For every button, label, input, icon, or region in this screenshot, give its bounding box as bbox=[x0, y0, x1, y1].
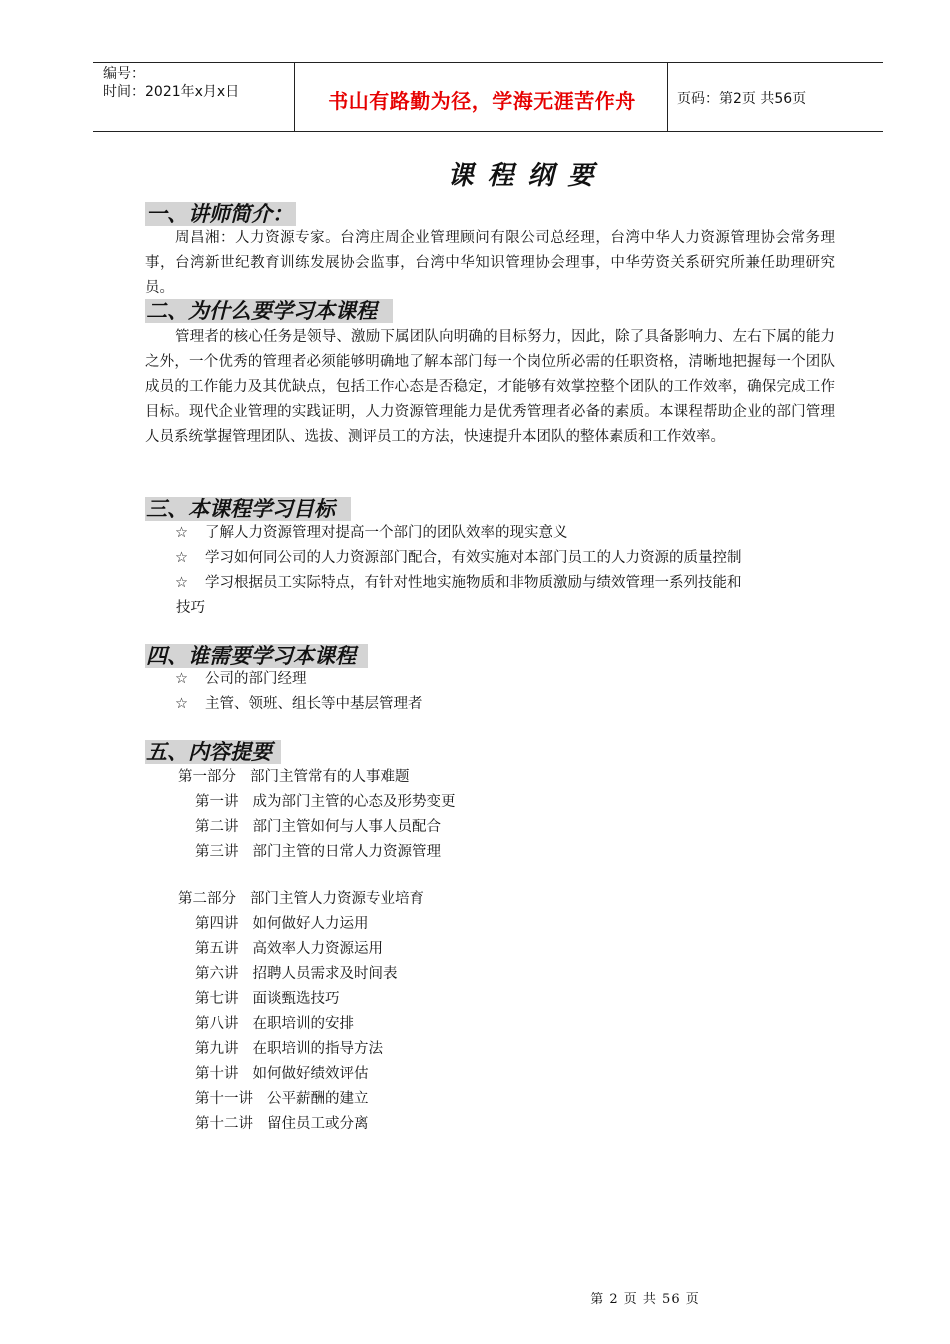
lecture-item bbox=[195, 1112, 369, 1137]
goal-text: 了解人力资源管理对提高一个部门的团队效率的现实意义 bbox=[205, 525, 568, 541]
page-title: 课程纲要 bbox=[447, 161, 608, 191]
goal-item bbox=[175, 521, 568, 546]
header-motto: 书山有路勤为径，学海无涯苦作舟 bbox=[328, 89, 636, 113]
lecture-title: 如何做好绩效评估 bbox=[252, 1066, 369, 1082]
header-page-code: 页码：第2页 共56页 bbox=[677, 91, 807, 107]
contents-part bbox=[178, 887, 424, 912]
star-icon: ☆ bbox=[175, 671, 188, 687]
lecture-item bbox=[195, 912, 369, 937]
lecture-title: 部门主管的日常人力资源管理 bbox=[252, 844, 441, 860]
lecture-number: 第一讲 bbox=[195, 794, 239, 810]
lecture-number: 第三讲 bbox=[195, 844, 239, 860]
document-header bbox=[93, 62, 883, 132]
part-number: 第二部分 bbox=[178, 891, 236, 907]
goal-item bbox=[175, 546, 742, 571]
audience-item bbox=[175, 692, 423, 717]
goal-text: 学习根据员工实际特点，有针对性地实施物质和非物质激励与绩效管理一系列技能和 bbox=[205, 575, 742, 591]
part-title: 部门主管常有的人事难题 bbox=[250, 769, 410, 785]
page-footer: 第 2 页 共 56 页 bbox=[590, 1292, 700, 1307]
star-icon: ☆ bbox=[175, 550, 188, 566]
lecture-title: 在职培训的安排 bbox=[252, 1016, 354, 1032]
section-heading-goals: 三、本课程学习目标 bbox=[145, 497, 351, 521]
section-heading-why: 二、为什么要学习本课程 bbox=[145, 299, 393, 323]
lecture-title: 招聘人员需求及时间表 bbox=[252, 966, 398, 982]
audience-text: 公司的部门经理 bbox=[205, 671, 307, 687]
header-meta bbox=[103, 65, 239, 101]
lecture-item bbox=[195, 815, 441, 840]
lecture-number: 第七讲 bbox=[195, 991, 239, 1007]
star-icon: ☆ bbox=[175, 696, 188, 712]
lecture-number: 第九讲 bbox=[195, 1041, 239, 1057]
lecture-item bbox=[195, 1012, 354, 1037]
star-icon: ☆ bbox=[175, 525, 188, 541]
lecture-title: 留住员工或分离 bbox=[267, 1116, 369, 1132]
document-number-label: 编号： bbox=[103, 66, 145, 82]
lecture-item bbox=[195, 1037, 383, 1062]
instructor-paragraph: 周昌湘：人力资源专家。台湾庄周企业管理顾问有限公司总经理，台湾中华人力资源管理协会常务理事，台湾新世纪教育训练发展协会监事，台湾中华知识管理协会理事，中华劳资关系研究所兼任助理研究员。 bbox=[145, 230, 835, 296]
lecture-title: 面谈甄选技巧 bbox=[252, 991, 340, 1007]
audience-text: 主管、领班、组长等中基层管理者 bbox=[205, 696, 423, 712]
part-title: 部门主管人力资源专业培育 bbox=[250, 891, 424, 907]
section-heading-audience: 四、谁需要学习本课程 bbox=[145, 644, 368, 668]
goal-text-continuation: 技巧 bbox=[176, 600, 205, 616]
why-paragraph: 管理者的核心任务是领导、激励下属团队向明确的目标努力，因此，除了具备影响力、左右下属的能力之外，一个优秀的管理者必须能够明确地了解本部门每一个岗位所必需的任职资格，清晰地把握每一个团队成员的工作能力及其优缺点，包括工作心态是否稳定，才能够有效掌控整个团队的工作效率，确保完成工作目标。现代企业管理的实践证明，人力资源管理能力是优秀管理者必备的素质。本课程帮助企业的部门管理人员系统掌握管理团队、选拔、测评员工的方法，快速提升本团队的整体素质和工作效率。 bbox=[145, 329, 835, 445]
lecture-title: 成为部门主管的心态及形势变更 bbox=[252, 794, 456, 810]
lecture-item bbox=[195, 1087, 369, 1112]
lecture-item bbox=[195, 790, 456, 815]
document-time-label: 时间：2021年x月x日 bbox=[103, 84, 240, 100]
lecture-title: 部门主管如何与人事人员配合 bbox=[252, 819, 441, 835]
goal-item bbox=[175, 571, 742, 596]
lecture-title: 高效率人力资源运用 bbox=[252, 941, 383, 957]
section-heading-contents: 五、内容提要 bbox=[145, 740, 281, 764]
lecture-number: 第四讲 bbox=[195, 916, 239, 932]
star-icon: ☆ bbox=[175, 575, 188, 591]
lecture-item bbox=[195, 840, 441, 865]
contents-part bbox=[178, 765, 410, 790]
lecture-number: 第十讲 bbox=[195, 1066, 239, 1082]
lecture-item bbox=[195, 1062, 369, 1087]
section-heading-instructor: 一、讲师简介： bbox=[145, 202, 296, 226]
lecture-number: 第十一讲 bbox=[195, 1091, 253, 1107]
lecture-title: 如何做好人力运用 bbox=[252, 916, 369, 932]
lecture-title: 公平薪酬的建立 bbox=[267, 1091, 369, 1107]
audience-item bbox=[175, 667, 307, 692]
lecture-number: 第二讲 bbox=[195, 819, 239, 835]
lecture-item bbox=[195, 987, 340, 1012]
lecture-number: 第十二讲 bbox=[195, 1116, 253, 1132]
lecture-number: 第六讲 bbox=[195, 966, 239, 982]
goal-text: 学习如何同公司的人力资源部门配合，有效实施对本部门员工的人力资源的质量控制 bbox=[205, 550, 742, 566]
lecture-number: 第八讲 bbox=[195, 1016, 239, 1032]
lecture-item bbox=[195, 937, 383, 962]
lecture-title: 在职培训的指导方法 bbox=[252, 1041, 383, 1057]
lecture-number: 第五讲 bbox=[195, 941, 239, 957]
part-number: 第一部分 bbox=[178, 769, 236, 785]
lecture-item bbox=[195, 962, 398, 987]
